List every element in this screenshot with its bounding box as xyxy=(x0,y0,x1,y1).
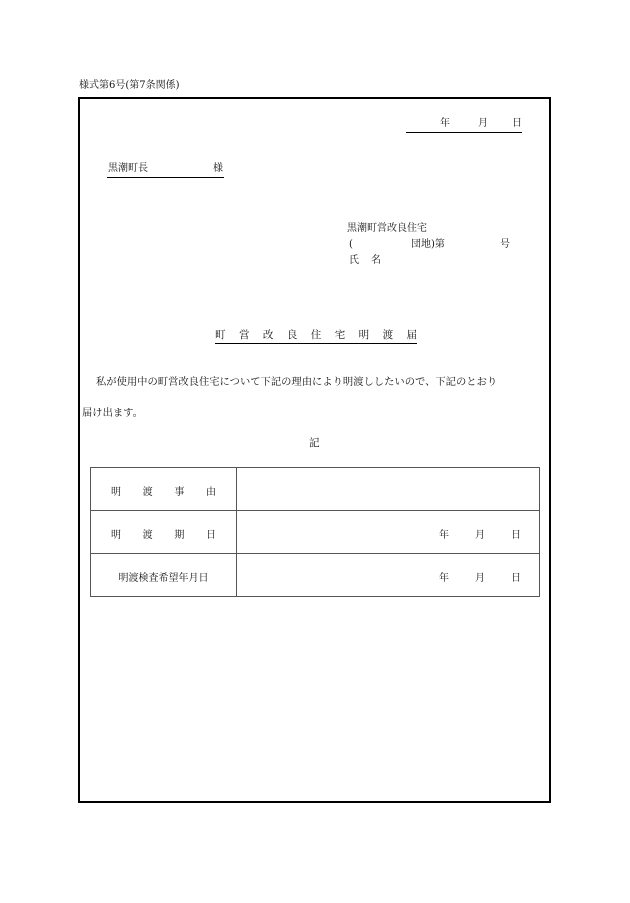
danchi-label: 団地)第 xyxy=(411,239,445,250)
label-char: 期 xyxy=(174,530,185,541)
addressee-name: 黒潮町長 xyxy=(108,163,148,174)
form-frame xyxy=(78,97,551,803)
label-char: 明 xyxy=(111,530,121,541)
title-char: 届 xyxy=(406,329,417,341)
label-char: 由 xyxy=(205,487,216,498)
table-row xyxy=(91,511,540,554)
name-label-2: 名 xyxy=(371,255,381,266)
danchi-open-paren: ( xyxy=(349,239,353,250)
label-char: 事 xyxy=(174,487,185,498)
applicant-danchi-field[interactable] xyxy=(347,240,517,252)
year-label: 年 xyxy=(439,573,449,584)
vacate-date-label-cell xyxy=(91,511,237,554)
addressee-line xyxy=(107,164,224,178)
danchi-number-suffix: 号 xyxy=(500,239,510,250)
inspection-date-label-cell xyxy=(91,554,237,597)
vacate-date-input-cell[interactable] xyxy=(237,511,540,554)
label-char: 明 xyxy=(111,487,121,498)
label-char: 日 xyxy=(205,530,216,541)
title-char: 明 xyxy=(358,329,370,341)
title-char: 渡 xyxy=(382,329,394,341)
date-day-label: 日 xyxy=(512,118,522,129)
document-title xyxy=(215,330,417,344)
title-char: 宅 xyxy=(334,329,346,341)
year-label: 年 xyxy=(439,530,449,541)
date-year-label: 年 xyxy=(440,118,450,129)
day-label: 日 xyxy=(511,573,521,584)
reason-input-cell[interactable] xyxy=(237,468,540,511)
applicant-housing-label: 黒潮町営改良住宅 xyxy=(347,223,427,234)
applicant-name-field[interactable] xyxy=(347,256,407,268)
title-char: 改 xyxy=(262,329,274,341)
submission-date-field[interactable] xyxy=(406,119,522,133)
details-table xyxy=(90,467,540,597)
month-label: 月 xyxy=(475,530,485,541)
month-label: 月 xyxy=(475,573,485,584)
date-month-label: 月 xyxy=(478,118,488,129)
form-number-label: 様式第6号(第7条関係) xyxy=(79,80,180,91)
name-label-1: 氏 xyxy=(349,255,359,266)
inspection-date-label: 明渡検査希望年月日 xyxy=(118,573,209,584)
title-char: 営 xyxy=(238,329,250,341)
body-text-line-1: 私が使用中の町営改良住宅について下記の理由により明渡ししたいので、下記のとおり xyxy=(96,376,498,388)
ki-label: 記 xyxy=(309,437,320,449)
label-char: 渡 xyxy=(142,487,153,498)
day-label: 日 xyxy=(511,530,521,541)
reason-label-cell xyxy=(91,468,237,511)
label-char: 渡 xyxy=(142,530,153,541)
title-char: 町 xyxy=(215,329,226,341)
title-char: 住 xyxy=(310,329,322,341)
title-char: 良 xyxy=(286,329,298,341)
table-row xyxy=(91,554,540,597)
addressee-honorific: 様 xyxy=(213,163,223,174)
body-text-line-2: 届け出ます。 xyxy=(82,407,143,419)
table-row xyxy=(91,468,540,511)
inspection-date-input-cell[interactable] xyxy=(237,554,540,597)
